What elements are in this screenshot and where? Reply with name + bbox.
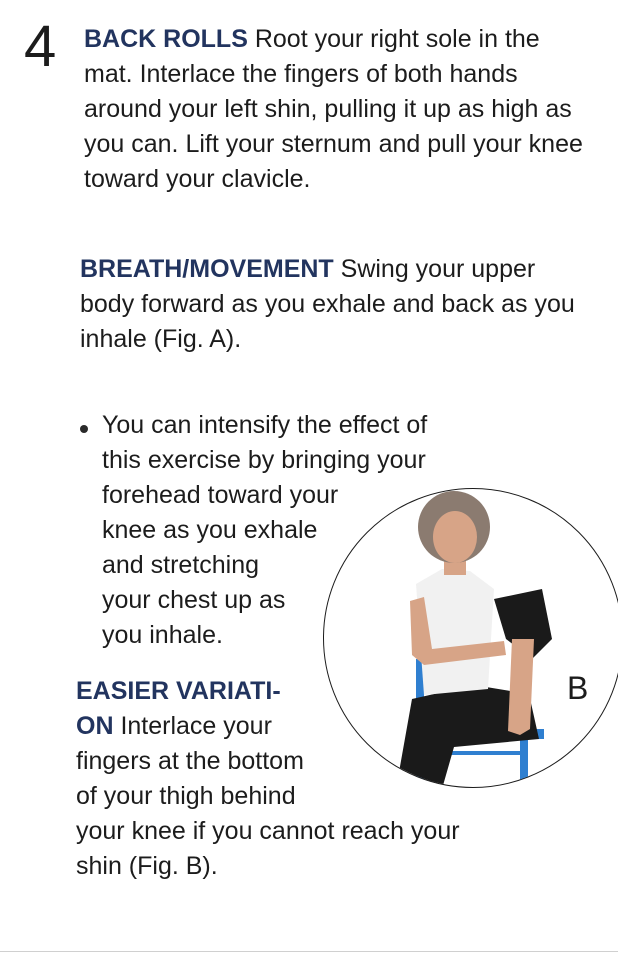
easier-line: fingers at the bottom	[76, 747, 304, 775]
bullet-line: You can intensify the effect of	[102, 411, 428, 439]
bullet-line: this exercise by bringing your	[102, 446, 426, 474]
step-number: 4	[24, 14, 57, 79]
bullet-dot-icon	[80, 425, 88, 433]
easier-heading-end: ON	[76, 712, 114, 740]
step-body: Root your right sole in the mat. Interlace the fingers of both hands around your left shin, pulling it up as high as you can. Lift your sternum and pull your knee toward your clavicle.	[84, 25, 583, 193]
step-paragraph	[84, 22, 584, 197]
breath-paragraph	[80, 252, 580, 357]
step-heading: BACK ROLLS	[84, 25, 248, 53]
easier-line: your knee if you cannot reach your	[76, 817, 460, 845]
breath-body: Swing your upper body forward as you exhale and back as you inhale (Fig. A).	[80, 255, 575, 353]
bullet-line: your chest up as	[102, 586, 286, 614]
breath-heading: BREATH/MOVEMENT	[80, 255, 334, 283]
bottom-divider	[0, 951, 618, 952]
bullet-line: you inhale.	[102, 621, 223, 649]
easier-heading-line: EASIER VARIATI-	[76, 677, 281, 705]
bullet-line: knee as you exhale	[102, 516, 318, 544]
bullet-line: and stretching	[102, 551, 260, 579]
easier-line: of your thigh behind	[76, 782, 296, 810]
figure-label: B	[567, 670, 589, 706]
bullet-line: forehead toward your	[102, 481, 339, 509]
easier-variation-paragraph	[76, 674, 546, 884]
easier-line: shin (Fig. B).	[76, 852, 218, 880]
easier-body-start: Interlace your	[113, 712, 272, 740]
easier-line	[76, 709, 546, 744]
